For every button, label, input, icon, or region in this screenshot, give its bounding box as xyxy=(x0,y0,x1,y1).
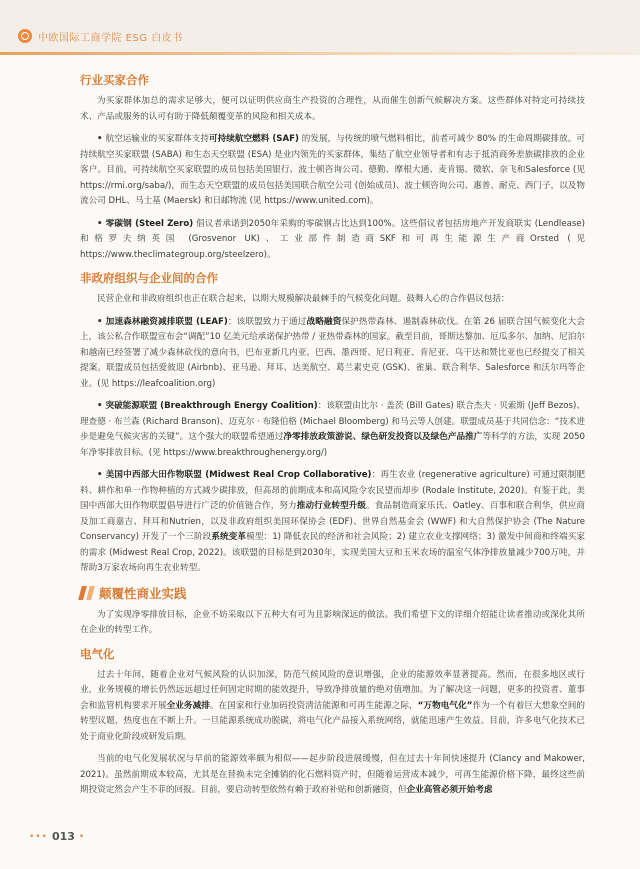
electr-p2-bold: 企业高管必须开始考虑 xyxy=(406,785,493,795)
electr-p1-bold2: “万物电气化” xyxy=(417,700,473,711)
section-title-electrification: 电气化 xyxy=(80,646,115,661)
section-mark-light-icon xyxy=(86,586,95,600)
ngo-intro: 民营企业和非政府组织也正在联合起来，以期大规模解决最棘手的气候变化问题。鼓舞人心的合作倡议包括： xyxy=(97,294,510,304)
electr-p1 xyxy=(80,668,585,746)
steel-bold: 零碳钢 (Steel Zero) xyxy=(105,218,194,229)
electr-p1-bold: 全业务减排 xyxy=(166,700,210,711)
main-content xyxy=(80,72,585,804)
major-section-title xyxy=(80,584,585,602)
disrupt-intro: 为了实现净零排放目标，企业不妨采取以下五种大有可为且影响深远的做法。我们希望下文的详细介绍能让读者推动或深化其所在企业的转型工作。 xyxy=(80,609,585,635)
midwest-paragraph xyxy=(80,468,585,577)
header-title: 中欧国际工商学院 ESG 白皮书 xyxy=(38,33,183,44)
mw-rest2: 。食品制造商家乐氏、Oatley、百事和联合利华，供应商及加工商嘉吉、拜耳和Nutrien，以及非政府组织美国环保协会 (EDF)、世界自然基金会 (WWF) 和大自然保护协会 (The Nature Conservancy) 开发了一个三阶段 xyxy=(80,501,585,542)
mw-bold3: 系统变革 xyxy=(211,532,247,542)
bev-rest2: 等科学的方法，实现 2050 年净零排放目标。(见 https://www.breakthroughenergy.org/) xyxy=(80,432,585,458)
saf-bold: 可持续航空燃料 (SAF) xyxy=(208,134,299,144)
section-title-buyer: 行业买家合作 xyxy=(80,73,149,87)
electr-p1-a: 过去十年间，随着企业对气候风险的认识加深，防范气候风险的意识增强，企业的能源效率显著提高。然而，在很多地区或行业，业务规模的增长仍然远远超过任何固定时期的能效提升，导致净排放量的绝对值增加。为了解决这一问题，更多的投资者、董事会和监管机构要求开展 xyxy=(80,669,585,711)
section-title-disrupt: 颠覆性商业实践 xyxy=(99,585,187,601)
section-title-ngo: 非政府组织与企业间的合作 xyxy=(80,271,218,285)
footer-dots-right: • xyxy=(78,831,86,842)
bev-rest1: ：该联盟由比尔 · 盖茨 (Bill Gates) 联合杰夫 · 贝索斯 (Jeff Bezos)、理查德 · 布兰森 (Richard Branson)、迈克尔 · 布隆伯格 (Michael Bloomberg) 和马云等人创建。联盟成员基于共同信念：“技术进步是避免气候灾害的关键”。这个强大的联盟希望通过 xyxy=(80,401,585,442)
steel-rest: 倡议者承诺到2050年采购的零碳钢占比达到100%。这些倡议者包括房地产开发商联实 (Lendlease) 和格罗夫纳英国 (Grosvenor UK)、工业部件制造商SKF和可再生能源生产商Orsted (见https://www.theclimategroup.org/steelzero)。 xyxy=(80,218,585,260)
mw-rest1: ：再生农业 (regenerative agriculture) 可通过限制肥料、耕作和单一作物种植的方式减少碳排放，但高昂的前期成本和高风险令农民望而却步 (Rodale Institute, 2020)。有鉴于此，美国中西部大田作物联盟倡导进行广泛的价值链合作，努力 xyxy=(80,470,585,511)
ceibs-logo-icon xyxy=(18,29,32,43)
leaf-rest1: ：该联盟致力于通过 xyxy=(227,316,307,327)
leaf-paragraph xyxy=(80,315,585,393)
page-header xyxy=(0,0,640,52)
mw-bold2: 推动行业转型升级 xyxy=(296,501,367,511)
mw-rest3: 模型：1) 降低农民的经济和社会风险；2) 建立农业支撑网络；3) 激发中间商和终端买家的需求 (Midwest Real Crop, 2022)。该联盟的目标是到2030年，实现美国大豆和玉米农场的温室气体净排放量减少700万吨，并帮助3万家农场向再生农业转型。 xyxy=(80,532,585,573)
page-number: 013 xyxy=(51,830,75,843)
header-gradient-strip xyxy=(0,52,640,55)
electr-p2-a: 当前的电气化发展状况与早前的能源效率颇为相似——起步阶段进展缓慢，但在过去十年间快速提升 (Clancy and Makower, 2021)。虽然前期成本较高，尤其是在替换未完全摊销的化石燃料资产时，但随着运营成本减少，可再生能源价格下降，最终这些前期投资定然会产生不菲的回报。目前，要启动转型依然有赖于政府补贴和创新融资，但 xyxy=(80,754,585,795)
leaf-rest2: 保护热带森林、遏制森林砍伐。在第 26 届联合国气候变化大会上，该公私合作联盟宣布会“调配”10 亿美元给承诺保护热带 / 亚热带森林的国家。截至目前，哥斯达黎加、厄瓜多尔、加纳、尼泊尔和越南已经签署了减少森林砍伐的意向书，巴布亚新几内亚、巴西、墨西哥、尼日利亚、肯尼亚、乌干达和赞比亚也已经提交了相关提案。联盟成员包括爱彼迎 (Airbnb)、亚马逊、拜耳、达美航空、葛兰素史克 (GSK)、雀巢、联合利华、Salesforce 和沃尔玛等企业。(见 https://leafcoalition.org) xyxy=(80,316,585,389)
bev-bold2: 净零排放政策游说、绿色研发投资以及绿色产品推广 xyxy=(283,432,483,442)
saf-paragraph xyxy=(80,132,585,210)
page-footer xyxy=(29,830,85,843)
electr-p1-c: 作为一个有着巨大想象空间的转型议题，热度也在不断上升。一旦能源系统成功脱碳，将电气化产品接入系统网络，就能迅速产生效益。目前，许多电气化技术已处于商业化阶段或研发后期。 xyxy=(80,700,585,742)
saf-pre: 航空运输业的买家群体支持 xyxy=(105,134,209,144)
bev-bold: 突破能源联盟 (Breakthrough Energy Coalition) xyxy=(105,401,318,411)
electr-p1-b: 。在国家和行业加码投资清洁能源和可再生能源之际， xyxy=(209,700,418,711)
leaf-bold2: 战略融资 xyxy=(306,316,342,327)
buyer-intro: 为买家群体加总的需求足够大，便可以证明供应商生产投资的合理性，从而催生创新气候解决方案。这些群体对特定可持续技术、产品或服务的认可有助于降低颠覆变革的风险和相关成本。 xyxy=(80,96,585,122)
leaf-bold: 加速森林融资减排联盟 (LEAF) xyxy=(105,316,228,327)
electr-p2 xyxy=(80,752,585,799)
saf-rest: 的发展，与传统的喷气燃料相比，前者可减少 80% 的生命周期碳排放。可持续航空买家联盟 (SABA) 和生态天空联盟 (ESA) 是业内领先的买家群体，集结了航空业领导者和有志于抵消商务差旅碳排放的企业客户。目前，可持续航空买家联盟的成员包括美国银行、波士顿咨询公司、德勤、摩根大通、麦肯锡、微软、奈飞和Salesforce (见 https://rmi.org/saba/)，而生态天空联盟的成员包括美国联合航空公司 (创始成员)、波士顿咨询公司、惠普、耐克、西门子，以及物流公司 DHL、马士基 (Maersk) 和日邮物流 (见 https://www.united.com)。 xyxy=(80,134,585,206)
bev-paragraph xyxy=(80,399,585,461)
steel-paragraph xyxy=(80,217,585,264)
mw-bold: 美国中西部大田作物联盟 (Midwest Real Crop Collaborative) xyxy=(105,470,372,480)
footer-dots-left: ••• xyxy=(29,831,48,842)
